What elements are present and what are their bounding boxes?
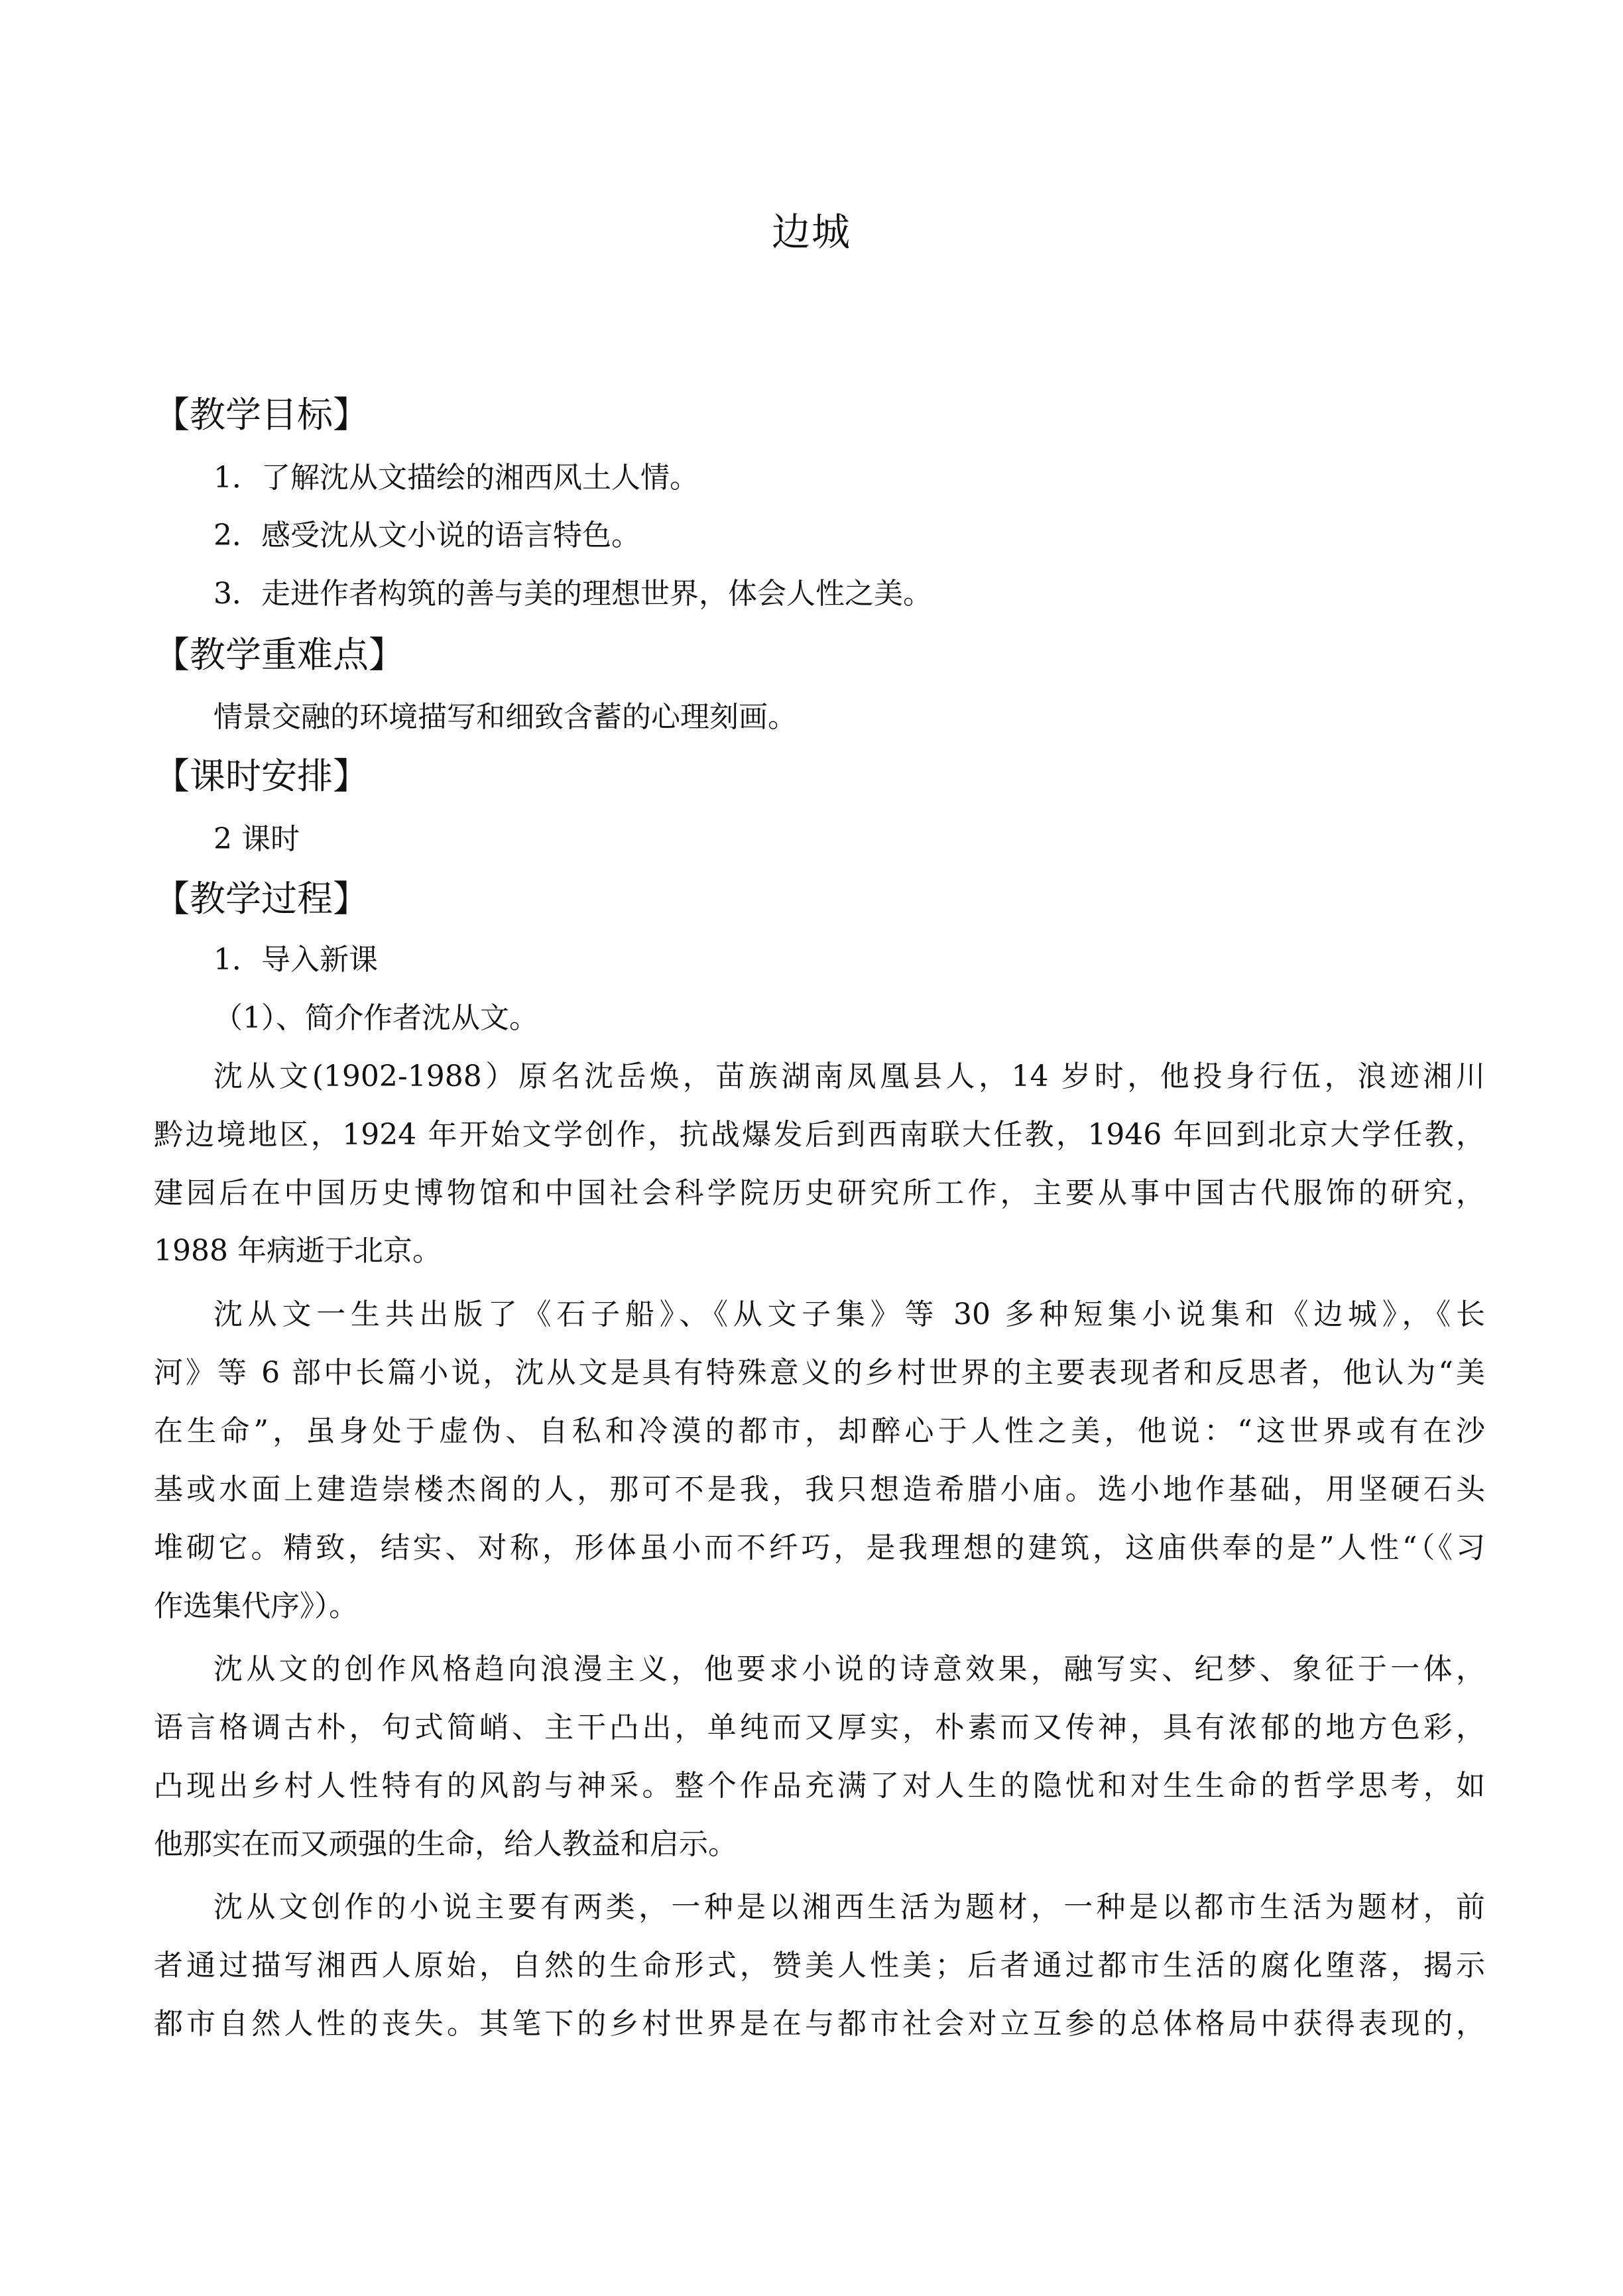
paragraph-line: 堆砌它。精致，结实、对称，形体虽小而不纤巧，是我理想的建筑，这庙供奉的是”人性“（《习 [154, 1531, 1485, 1565]
section-heading-schedule: 【课时安排】 [154, 755, 369, 797]
paragraph-line: 语言格调古朴，句式简峭、主干凸出，单纯而又厚实，朴素而又传神，具有浓郁的地方色彩， [154, 1711, 1485, 1744]
schedule-text: 2 课时 [213, 822, 300, 856]
paragraph-line: 在生命”，虽身处于虚伪、自私和冷漠的都市，却醉心于人性之美，他说：“这世界或有在沙 [154, 1414, 1485, 1448]
paragraph-line: 都市自然人性的丧失。其笔下的乡村世界是在与都市社会对立互参的总体格局中获得表现的， [154, 2007, 1485, 2041]
goal-item: 2．感受沈从文小说的语言特色。 [213, 518, 640, 552]
goal-item: 3．走进作者构筑的善与美的理想世界，体会人性之美。 [213, 577, 932, 611]
paragraph-line: 建园后在中国历史博物馆和中国社会科学院历史研究所工作，主要从事中国古代服饰的研究， [154, 1176, 1485, 1210]
process-substep: （1）、简介作者沈从文。 [213, 1001, 538, 1035]
paragraph-line: 者通过描写湘西人原始，自然的生命形式，赞美人性美；后者通过都市生活的腐化堕落，揭示 [154, 1949, 1485, 1982]
paragraph-line: 他那实在而又顽强的生命，给人教益和启示。 [154, 1827, 737, 1861]
key-points-text: 情景交融的环境描写和细致含蓄的心理刻画。 [213, 700, 797, 734]
paragraph-line: 沈从文(1902-1988）原名沈岳焕，苗族湖南凤凰县人，14 岁时，他投身行伍，浪迹湘川 [213, 1059, 1485, 1093]
paragraph-line: 黔边境地区，1924 年开始文学创作，抗战爆发后到西南联大任教，1946 年回到北京大学任教， [154, 1118, 1485, 1152]
paragraph-line: 1988 年病逝于北京。 [154, 1234, 442, 1268]
process-step: 1．导入新课 [213, 943, 378, 977]
section-heading-process: 【教学过程】 [154, 878, 369, 920]
paragraph-line: 作选集代序》）。 [154, 1589, 358, 1623]
paragraph-line: 沈从文一生共出版了《石子船》、《从文子集》等 30 多种短集小说集和《边城》，《长 [213, 1298, 1485, 1331]
paragraph-line: 沈从文创作的小说主要有两类，一种是以湘西生活为题材，一种是以都市生活为题材，前 [213, 1890, 1485, 1924]
goal-item: 1．了解沈从文描绘的湘西风土人情。 [213, 461, 699, 495]
section-heading-goals: 【教学目标】 [154, 394, 369, 436]
section-heading-key-points: 【教学重难点】 [154, 634, 404, 676]
paragraph-line: 凸现出乡村人性特有的风韵与神采。整个作品充满了对人生的隐忧和对生生命的哲学思考，如 [154, 1769, 1485, 1803]
paragraph-line: 河》等 6 部中长篇小说，沈从文是具有特殊意义的乡村世界的主要表现者和反思者，他认为“美 [154, 1356, 1485, 1390]
paragraph-line: 沈从文的创作风格趋向浪漫主义，他要求小说的诗意效果，融写实、纪梦、象征于一体， [213, 1652, 1485, 1686]
page-title: 边城 [771, 210, 851, 255]
paragraph-line: 基或水面上建造崇楼杰阁的人，那可不是我，我只想造希腊小庙。选小地作基础，用坚硬石头 [154, 1473, 1485, 1506]
